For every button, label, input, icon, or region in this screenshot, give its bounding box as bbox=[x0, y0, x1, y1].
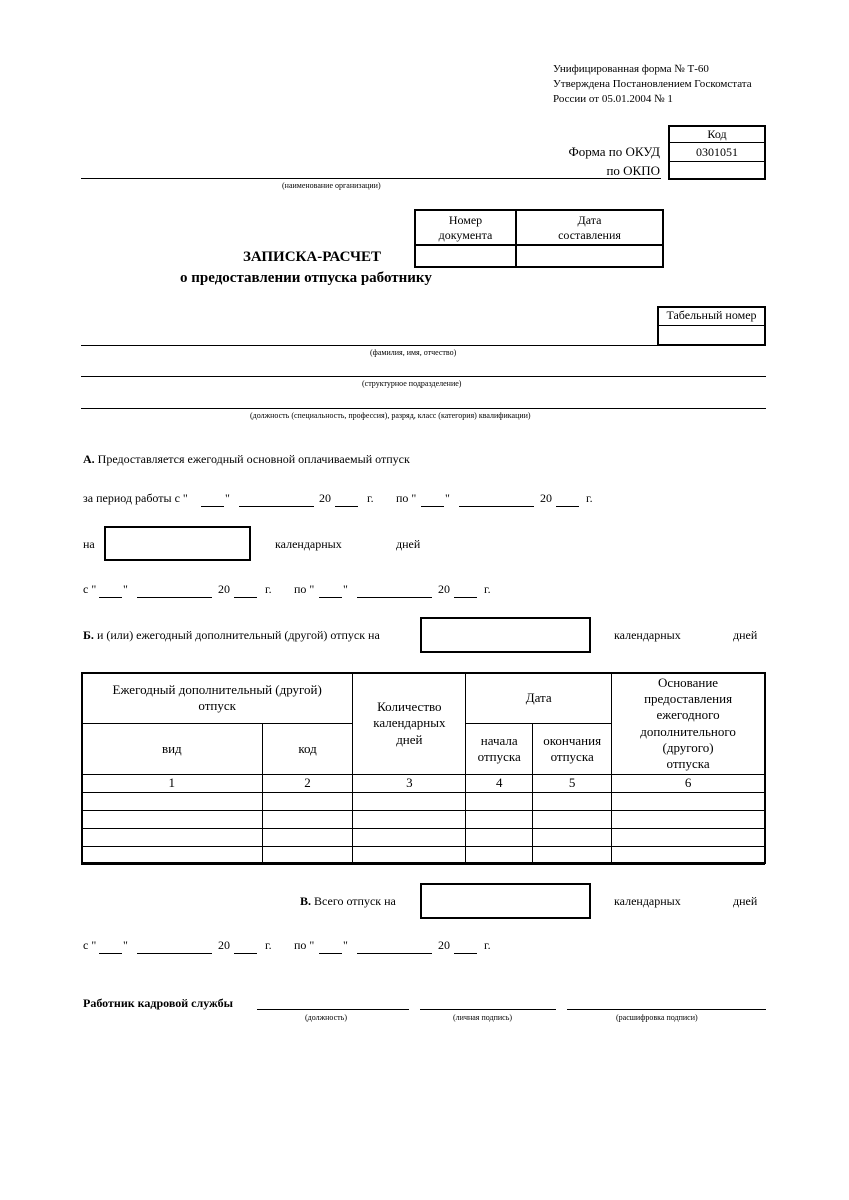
cell-code[interactable] bbox=[262, 829, 353, 847]
cell-end[interactable] bbox=[533, 811, 612, 829]
doc-date-header: Дата составления bbox=[558, 212, 621, 242]
period-to-day[interactable] bbox=[421, 506, 444, 507]
organization-line bbox=[81, 178, 661, 179]
cell-basis[interactable] bbox=[612, 793, 765, 811]
a-start-year[interactable] bbox=[234, 597, 257, 598]
th-date: Дата bbox=[466, 673, 612, 724]
section-v-text bbox=[300, 894, 396, 909]
col-num: 3 bbox=[353, 775, 466, 793]
doc-subtitle: о предоставлении отпуска работнику bbox=[180, 270, 432, 286]
dept-caption: (структурное подразделение) bbox=[362, 379, 462, 388]
dept-line[interactable] bbox=[81, 376, 766, 377]
col-num: 5 bbox=[533, 775, 612, 793]
extra-days-field[interactable] bbox=[420, 617, 591, 653]
v-start-month[interactable] bbox=[137, 953, 212, 954]
cell-basis[interactable] bbox=[612, 847, 765, 865]
cell-end[interactable] bbox=[533, 793, 612, 811]
leave-table bbox=[81, 672, 765, 865]
doc-number-field[interactable] bbox=[416, 246, 515, 266]
a-start-day[interactable] bbox=[99, 597, 122, 598]
kod-header: Код bbox=[707, 126, 727, 141]
cell-start[interactable] bbox=[466, 847, 533, 865]
signature-label: Работник кадровой службы bbox=[83, 996, 233, 1010]
cell-basis[interactable] bbox=[612, 811, 765, 829]
signature-decode-line[interactable] bbox=[567, 1009, 766, 1010]
cell-end[interactable] bbox=[533, 847, 612, 865]
okpo-code[interactable] bbox=[668, 162, 766, 179]
signature-sign-caption: (личная подпись) bbox=[453, 1013, 513, 1022]
position-caption: (должность (специальность, профессия), разряд, класс (категория) квалификации) bbox=[250, 411, 531, 420]
period-to-year[interactable] bbox=[556, 506, 579, 507]
th-extra-leave: Ежегодный дополнительный (другой) отпуск bbox=[82, 673, 353, 724]
cell-qty[interactable] bbox=[353, 811, 466, 829]
v-end-month[interactable] bbox=[357, 953, 432, 954]
signature-position-caption: (должность) bbox=[305, 1013, 347, 1022]
position-line[interactable] bbox=[81, 408, 766, 409]
fio-caption: (фамилия, имя, отчество) bbox=[370, 348, 457, 357]
period-from-day[interactable] bbox=[201, 506, 224, 507]
a-end-day[interactable] bbox=[319, 597, 342, 598]
tab-number-field[interactable] bbox=[659, 327, 764, 344]
section-b-label: и (или) ежегодный дополнительный (другой) отпуск на bbox=[96, 628, 380, 642]
cell-end[interactable] bbox=[533, 829, 612, 847]
cell-code[interactable] bbox=[262, 847, 353, 865]
tab-number-label: Табельный номер bbox=[666, 308, 757, 322]
cell-code[interactable] bbox=[262, 811, 353, 829]
cell-code[interactable] bbox=[262, 793, 353, 811]
section-a-label: Предоставляется ежегодный основной оплачиваемый отпуск bbox=[97, 452, 410, 466]
form-header-line3: России от 05.01.2004 № 1 bbox=[553, 93, 673, 105]
v-end-year[interactable] bbox=[454, 953, 477, 954]
doc-title: ЗАПИСКА-РАСЧЕТ bbox=[243, 249, 382, 265]
a-end-month[interactable] bbox=[357, 597, 432, 598]
cell-qty[interactable] bbox=[353, 793, 466, 811]
total-days-field[interactable] bbox=[420, 883, 591, 919]
cell-kind[interactable] bbox=[82, 829, 263, 847]
organization-field[interactable] bbox=[81, 160, 661, 178]
section-a-letter: А. bbox=[83, 452, 95, 466]
period-to-label: по " bbox=[396, 491, 417, 505]
cell-start[interactable] bbox=[466, 793, 533, 811]
cell-kind[interactable] bbox=[82, 847, 263, 865]
th-start: начала отпуска bbox=[466, 724, 533, 775]
col-num: 2 bbox=[262, 775, 353, 793]
table-row bbox=[82, 829, 765, 847]
a-start-month[interactable] bbox=[137, 597, 212, 598]
period-from-year[interactable] bbox=[335, 506, 358, 507]
cell-basis[interactable] bbox=[612, 829, 765, 847]
period-from-month[interactable] bbox=[239, 506, 314, 507]
table-row bbox=[82, 847, 765, 865]
a-end-year[interactable] bbox=[454, 597, 477, 598]
section-v-letter: В. bbox=[300, 894, 312, 908]
doc-number-header: Номер документа bbox=[438, 212, 493, 242]
table-row bbox=[82, 793, 765, 811]
okud-label: Форма по ОКУД bbox=[568, 144, 660, 159]
col-num: 1 bbox=[82, 775, 263, 793]
th-end: окончания отпуска bbox=[533, 724, 612, 775]
fio-line[interactable] bbox=[81, 345, 657, 346]
section-b-letter: Б. bbox=[83, 628, 94, 642]
okud-code[interactable]: 0301051 bbox=[696, 144, 738, 159]
cell-kind[interactable] bbox=[82, 811, 263, 829]
signature-decode-caption: (расшифровка подписи) bbox=[616, 1013, 698, 1022]
v-start-year[interactable] bbox=[234, 953, 257, 954]
th-basis: Основание предоставления ежегодного дополнительного (другого) отпуска bbox=[612, 673, 765, 775]
period-to-month[interactable] bbox=[459, 506, 534, 507]
column-numbers-row bbox=[82, 775, 765, 793]
cell-kind[interactable] bbox=[82, 793, 263, 811]
th-kind: вид bbox=[82, 724, 263, 775]
cell-start[interactable] bbox=[466, 829, 533, 847]
v-start-day[interactable] bbox=[99, 953, 122, 954]
form-header-line2: Утверждена Постановлением Госкомстата bbox=[553, 78, 752, 90]
period-from-label: за период работы с " bbox=[83, 491, 188, 505]
section-a-text bbox=[83, 452, 410, 467]
col-num: 4 bbox=[466, 775, 533, 793]
doc-date-field[interactable] bbox=[517, 246, 662, 266]
form-header-line1: Унифицированная форма № Т-60 bbox=[553, 63, 709, 75]
section-b-text bbox=[83, 628, 380, 643]
cell-qty[interactable] bbox=[353, 829, 466, 847]
signature-position-line[interactable] bbox=[257, 1009, 409, 1010]
signature-sign-line[interactable] bbox=[420, 1009, 556, 1010]
section-v-label: Всего отпуск на bbox=[314, 894, 396, 908]
v-end-day[interactable] bbox=[319, 953, 342, 954]
th-qty: Количество календарных дней bbox=[353, 673, 466, 775]
th-code: код bbox=[262, 724, 353, 775]
main-days-field[interactable] bbox=[104, 526, 251, 561]
form-header bbox=[553, 62, 752, 107]
organization-caption: (наименование организации) bbox=[282, 181, 381, 190]
okpo-label: по ОКПО bbox=[606, 163, 660, 178]
cell-start[interactable] bbox=[466, 811, 533, 829]
cell-qty[interactable] bbox=[353, 847, 466, 865]
col-num: 6 bbox=[612, 775, 765, 793]
table-row bbox=[82, 811, 765, 829]
